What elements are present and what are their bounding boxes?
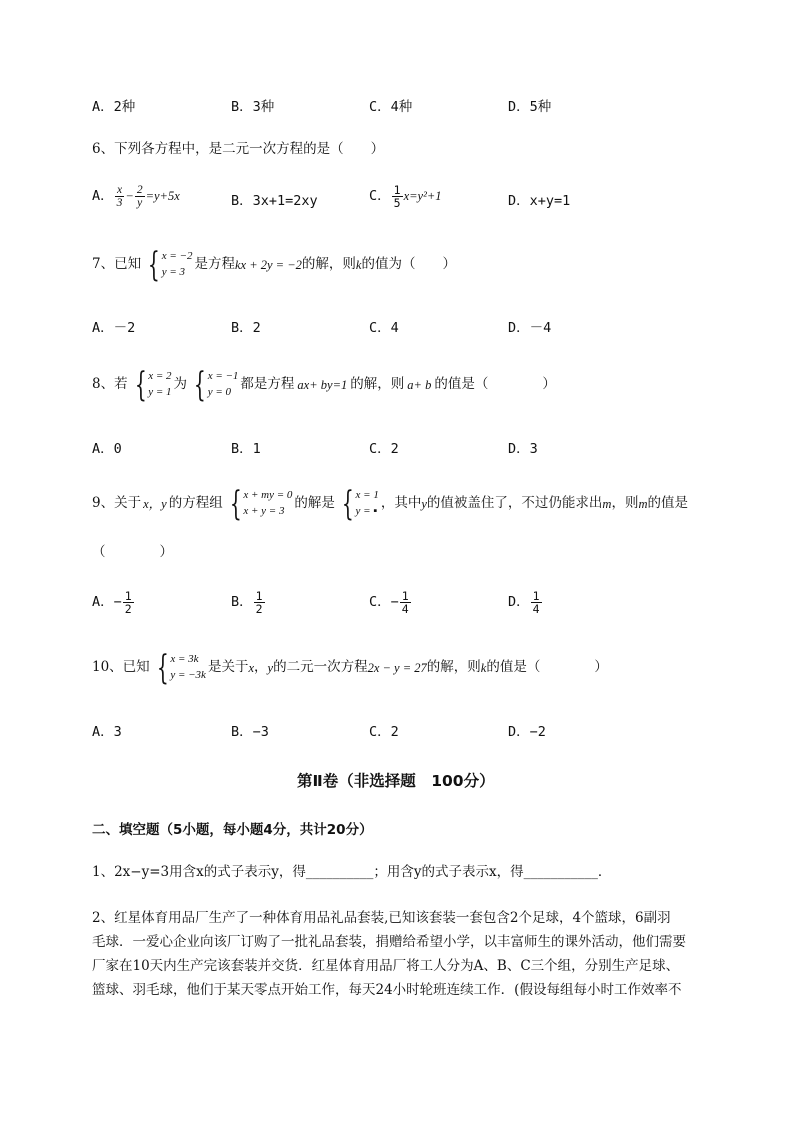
- q6-c-fraction: [392, 184, 403, 209]
- q7-option-c: C．4: [369, 320, 399, 336]
- q6-c-frac-num: 1: [393, 183, 401, 197]
- q6-c-label: C．: [369, 187, 391, 204]
- q9-c-num: 1: [401, 589, 409, 603]
- q6-c-rest: x=y²+1: [403, 189, 442, 204]
- q7-prefix: 7、已知: [92, 256, 142, 273]
- q9-mid3: ，其中: [380, 495, 422, 512]
- q9-sysA-line-2: x + y = 3: [243, 505, 285, 517]
- q7-sys-line-1: x = −2: [161, 250, 193, 263]
- left-brace-icon: {: [341, 484, 354, 524]
- q6-a-label: A．: [92, 187, 114, 204]
- q10-equation: 2x − y = 27: [367, 660, 427, 675]
- q10-k: k: [480, 660, 487, 675]
- q10-sys-line-2: y = −3k: [170, 669, 206, 681]
- q8-option-c: C．2: [369, 441, 399, 457]
- q9-m: m: [602, 496, 612, 511]
- q9-mid4: 的值被盖住了，不过仍能求出: [426, 495, 603, 512]
- q5-option-b: B．3种: [231, 99, 275, 115]
- q10-y: y: [267, 660, 274, 675]
- q9-option-c: [369, 590, 412, 615]
- q8-suffix: 的解，则: [350, 376, 405, 393]
- q6-c-frac-den: 5: [393, 196, 401, 211]
- q8-prefix: 8、若: [92, 376, 128, 393]
- q9-c-label: C．: [369, 593, 391, 610]
- left-brace-icon: {: [229, 484, 242, 524]
- q7-stem: [92, 245, 456, 285]
- q8-sysB-line-2: y = 0: [207, 386, 231, 398]
- q9-d-fraction: [531, 590, 542, 615]
- q6-a-frac2-num: 2: [136, 184, 143, 196]
- fill-q2-line-4: 篮球、羽毛球，他们于某天零点开始工作，每天24小时轮班连续工作．(假设每组每小时工作效率不: [92, 982, 682, 998]
- q9-c-sign: −: [390, 593, 399, 610]
- q9-d-label: D．: [508, 593, 530, 610]
- q5-option-c: C．4种: [369, 99, 413, 115]
- q6-option-b: B．3x+1=2xy: [231, 193, 318, 209]
- q8-sysA-line-2: y = 1: [148, 386, 172, 398]
- q7-equation: kx + 2y = −2: [234, 257, 302, 272]
- q10-option-a: A．3: [92, 724, 122, 740]
- q9-option-a: [92, 590, 135, 615]
- fill-q2: [92, 906, 742, 1002]
- q9-a-den: 2: [124, 602, 132, 617]
- q9-c-den: 4: [401, 602, 409, 617]
- q9-m2: m: [638, 496, 648, 511]
- q6-stem: 6、下列各方程中，是二元一次方程的是（ ）: [92, 141, 385, 157]
- q8-system-b: [189, 365, 239, 405]
- left-brace-icon: {: [134, 365, 147, 405]
- q9-mid2: 的解是: [294, 495, 335, 512]
- q9-option-b: [231, 590, 266, 615]
- q5-option-a: A．2种: [92, 99, 136, 115]
- q8-stem: [92, 365, 556, 405]
- q10-prefix: 10、已知: [92, 659, 150, 676]
- q7-end: 的值为（ ）: [361, 256, 456, 273]
- q6-a-frac1-den: 3: [116, 197, 123, 210]
- q7-sys-line-2: y = 3: [161, 266, 186, 278]
- q6-option-d: D．x+y=1: [508, 193, 571, 209]
- q9-b-num: 1: [255, 589, 263, 603]
- q9-a-fraction: [123, 590, 134, 615]
- q10-option-c: C．2: [369, 724, 399, 740]
- q5-option-d: D．5种: [508, 99, 552, 115]
- q6-a-fraction-1: [115, 184, 125, 209]
- q9-end: 的值是: [647, 495, 688, 512]
- q6-a-rest: =y+5x: [145, 189, 180, 204]
- q9-d-num: 1: [532, 589, 540, 603]
- q9-prefix: 9、关于: [92, 495, 142, 512]
- fill-q2-line-1: 2、红星体育用品厂生产了一种体育用品礼品套装,已知该套装一套包含2个足球，4个篮球，6副羽: [92, 910, 671, 926]
- q10-system: [152, 648, 206, 688]
- q8-sysA-line-1: x = 2: [148, 370, 172, 383]
- q9-stem: [92, 484, 688, 524]
- q9-system-a: [225, 484, 293, 524]
- q7-mid: 是方程: [194, 256, 235, 273]
- q9-d-den: 4: [532, 602, 540, 617]
- q8-end: 的值是（ ）: [434, 376, 556, 393]
- fill-q2-line-3: 厂家在10天内生产完该套装并交货．红星体育用品厂将工人分为A、B、C三个组，分别生产足球、: [92, 958, 680, 974]
- q9-sysA-line-1: x + my = 0: [243, 489, 293, 502]
- fill-q2-line-2: 毛球．一爱心企业向该厂订购了一批礼品套装，捐赠给希望小学，以丰富师生的课外活动，他们需要: [92, 934, 686, 950]
- fill-q1: 1、2x−y=3用含x的式子表示y，得__________；用含y的式子表示x，得___________．: [92, 864, 612, 880]
- left-brace-icon: {: [193, 365, 206, 405]
- q10-option-d: D．−2: [508, 724, 546, 740]
- q8-option-a: A．0: [92, 441, 122, 457]
- q6-a-minus: −: [125, 189, 134, 204]
- section-2-title: 第Ⅱ卷（非选择题 100分）: [297, 772, 495, 790]
- q7-suffix: 的解，则: [301, 256, 356, 273]
- q6-a-frac2-den: y: [137, 197, 143, 210]
- q9-c-fraction: [400, 590, 411, 615]
- q9-b-fraction: [254, 590, 265, 615]
- q7-system: [143, 245, 193, 285]
- q10-mid: 是关于: [207, 659, 249, 676]
- fill-in-heading: 二、填空题（5小题，每小题4分，共计20分）: [92, 822, 373, 838]
- left-brace-icon: {: [156, 648, 169, 688]
- q6-option-c: [369, 184, 442, 209]
- q6-option-a: [92, 184, 180, 209]
- q9-a-sign: −: [113, 593, 122, 610]
- q9-system-b: [337, 484, 379, 524]
- q8-option-b: B．1: [231, 441, 261, 457]
- q9-a-num: 1: [124, 589, 132, 603]
- q8-sysB-line-1: x = −1: [207, 370, 239, 383]
- q7-k: k: [355, 257, 362, 272]
- q9-blank: （ ）: [92, 544, 173, 560]
- q10-option-b: B．−3: [231, 724, 269, 740]
- q10-sys-line-1: x = 3k: [170, 653, 199, 666]
- q8-mid2: 都是方程: [240, 376, 295, 393]
- q10-suffix: 的解，则: [426, 659, 481, 676]
- left-brace-icon: {: [147, 245, 160, 285]
- q8-system-a: [130, 365, 172, 405]
- q8-equation: ax+ by=1: [297, 377, 348, 392]
- q9-mid: 的方程组: [168, 495, 223, 512]
- q7-option-b: B．2: [231, 320, 261, 336]
- q9-mid5: ，则: [611, 495, 639, 512]
- q10-mid2: 的二元一次方程: [273, 659, 368, 676]
- q9-y: y: [421, 496, 427, 511]
- q6-a-frac1-num: x: [116, 184, 123, 196]
- q10-stem: [92, 648, 608, 688]
- q6-a-fraction-2: [135, 184, 145, 209]
- q9-sysB-line-2: y = ▪: [355, 505, 378, 517]
- q9-b-den: 2: [255, 602, 263, 617]
- q9-sysB-line-1: x = 1: [355, 489, 379, 502]
- q8-mid: 为: [173, 376, 188, 393]
- q7-option-d: D．－4: [508, 320, 552, 336]
- q7-option-a: A．－2: [92, 320, 136, 336]
- q9-vars: x，y: [143, 496, 167, 511]
- q9-a-label: A．: [92, 593, 114, 610]
- q8-option-d: D．3: [508, 441, 538, 457]
- q10-end: 的值是（ ）: [486, 659, 608, 676]
- q10-comma: ，: [254, 659, 268, 676]
- q9-option-d: [508, 590, 543, 615]
- q9-b-label: B．: [231, 593, 253, 610]
- q8-expr: a+ b: [407, 377, 432, 392]
- q10-x: x: [248, 660, 255, 675]
